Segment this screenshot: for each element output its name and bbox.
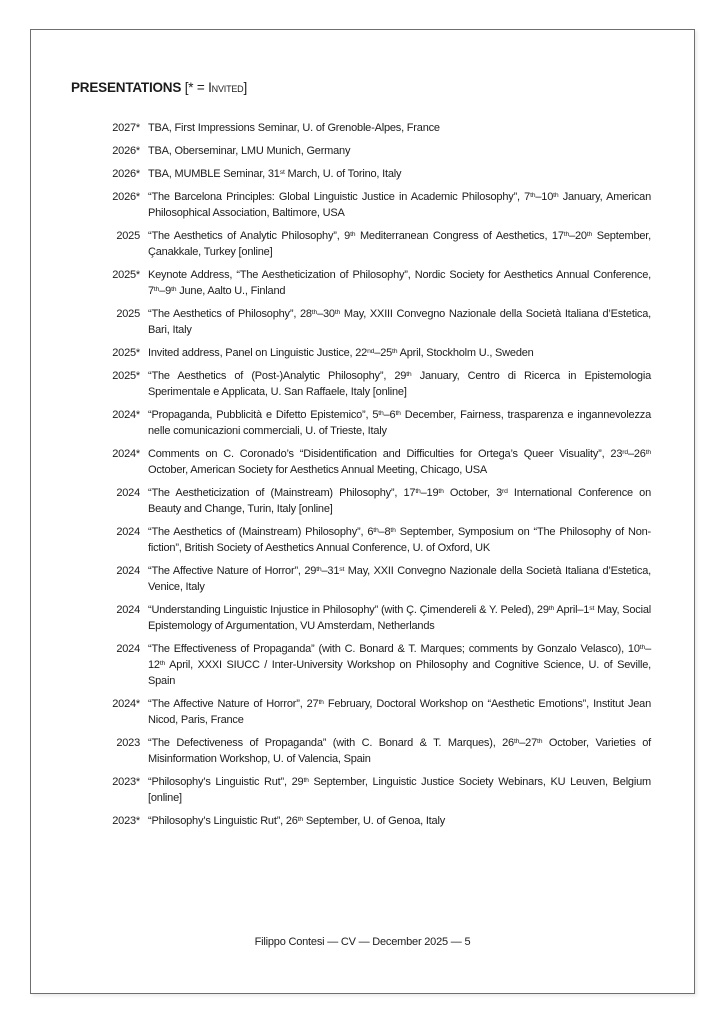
entry-text: “The Aesthetics of Philosophy”, 28th–30th May, XXIII Convegno Nazionale della Società Italiana d’Estetica, Bari, Italy <box>148 308 652 336</box>
entry-year: 2023 <box>116 737 140 749</box>
entry-year: 2026* <box>112 168 140 180</box>
entry-year: 2025* <box>112 370 140 382</box>
entry-year: 2024 <box>116 565 140 577</box>
entry-year: 2024 <box>116 526 140 538</box>
entry-year: 2025 <box>116 308 140 320</box>
invited-key-label: Invited <box>208 80 244 95</box>
entry-year: 2025 <box>116 230 140 242</box>
entry-year: 2023* <box>112 776 140 788</box>
entry-text: “The Affective Nature of Horror”, 29th–31st May, XXII Convegno Nazionale della Società Italiana d’Estetica, Venice, Italy <box>148 565 651 593</box>
entry-text: Comments on C. Coronado’s “Disidentification and Difficulties for Ortega’s Queer Visuality”, 23rd–26th October, American Society for Aesthetics Annual Meeting, Chicago, USA <box>148 448 651 476</box>
presentation-entry <box>71 485 651 517</box>
presentation-entry <box>71 345 651 361</box>
page-footer: Filippo Contesi — CV — December 2025 — 5 <box>254 936 471 948</box>
presentation-entry <box>71 143 651 159</box>
entry-year: 2023* <box>112 815 140 827</box>
entry-text: “Propaganda, Pubblicità e Difetto Epistemico”, 5th–6th December, Fairness, trasparenza e ingannevolezza nelle comunicazioni commerciali, U. of Trieste, Italy <box>148 409 651 437</box>
entry-text: “The Effectiveness of Propaganda” (with C. Bonard & T. Marques; comments by Gonzalo Velasco), 10th–12th April, XXXI SIUCC / Inter-University Workshop on Philosophy and Cognitive Science, U. of Seville, Spain <box>148 643 651 687</box>
entry-year: 2024* <box>112 409 140 421</box>
presentation-entry <box>71 563 651 595</box>
entry-year: 2025* <box>112 347 140 359</box>
presentation-entry <box>71 120 651 136</box>
entry-text: “Understanding Linguistic Injustice in Philosophy” (with Ç. Çimendereli & Y. Peled), 29th April–1st May, Social Epistemology of Argumentation, VU Amsterdam, Netherlands <box>148 604 652 632</box>
entry-year: 2027* <box>112 122 140 134</box>
entry-text: “The Aesthetics of (Post-)Analytic Philosophy”, 29th January, Centro di Ricerca in Epistemologia Sperimentale e Applicata, U. San Raffaele, Italy [online] <box>148 370 651 398</box>
entry-text: “The Affective Nature of Horror”, 27th February, Doctoral Workshop on “Aesthetic Emotions”, Institut Jean Nicod, Paris, France <box>148 698 651 726</box>
entry-year: 2024* <box>112 448 140 460</box>
invited-key-close: ] <box>243 80 248 95</box>
presentation-entry <box>71 407 651 439</box>
presentation-entry <box>71 641 651 689</box>
entry-text: Invited address, Panel on Linguistic Justice, 22nd–25th April, Stockholm U., Sweden <box>148 347 534 359</box>
presentation-entry <box>71 446 651 478</box>
cv-page-sheet <box>30 29 695 994</box>
entry-text: Keynote Address, “The Aestheticization of Philosophy”, Nordic Society for Aesthetics Annual Conference, 7th–9th June, Aalto U., Finland <box>148 269 651 297</box>
presentation-entry <box>71 602 651 634</box>
entry-year: 2024 <box>116 643 140 655</box>
page-content <box>31 30 694 829</box>
entry-text: “Philosophy’s Linguistic Rut”, 29th September, Linguistic Justice Society Webinars, KU Leuven, Belgium [online] <box>148 776 651 804</box>
entry-year: 2026* <box>112 145 140 157</box>
presentation-entry <box>71 774 651 806</box>
invited-key-open: [* = <box>184 80 209 95</box>
entry-text: “The Aesthetics of Analytic Philosophy”, 9th Mediterranean Congress of Aesthetics, 17th–20th September, Çanakkale, Turkey [online] <box>148 230 651 258</box>
entry-year: 2026* <box>112 191 140 203</box>
entry-text: TBA, First Impressions Seminar, U. of Grenoble-Alpes, France <box>148 122 440 134</box>
entry-text: “The Defectiveness of Propaganda” (with C. Bonard & T. Marques), 26th–27th October, Varieties of Misinformation Workshop, U. of Valencia, Spain <box>148 737 651 765</box>
presentation-entry <box>71 228 651 260</box>
presentation-entry <box>71 813 651 829</box>
presentation-entry <box>71 306 651 338</box>
entry-text: “Philosophy’s Linguistic Rut”, 26th September, U. of Genoa, Italy <box>148 815 445 827</box>
entry-text: TBA, MUMBLE Seminar, 31st March, U. of Torino, Italy <box>148 168 402 180</box>
entry-year: 2024 <box>116 487 140 499</box>
entry-text: “The Aestheticization of (Mainstream) Philosophy”, 17th–19th October, 3rd International Conference on Beauty and Change, Turin, Italy [online] <box>148 487 652 515</box>
presentation-entry <box>71 368 651 400</box>
presentation-entry <box>71 189 651 221</box>
presentation-entry <box>71 696 651 728</box>
invited-key-note <box>185 80 247 95</box>
section-title: PRESENTATIONS <box>71 80 182 95</box>
entry-text: TBA, Oberseminar, LMU Munich, Germany <box>148 145 351 157</box>
entry-year: 2024* <box>112 698 140 710</box>
entry-year: 2025* <box>112 269 140 281</box>
entry-text: “The Barcelona Principles: Global Linguistic Justice in Academic Philosophy”, 7th–10th January, American Philosophical Association, Baltimore, USA <box>148 191 651 219</box>
presentations-list <box>71 120 651 829</box>
section-heading <box>71 80 651 95</box>
presentation-entry <box>71 166 651 182</box>
entry-text: “The Aesthetics of (Mainstream) Philosophy”, 6th–8th September, Symposium on “The Philosophy of Non-fiction”, British Society of Aesthetics Annual Conference, U. of Oxford, UK <box>148 526 651 554</box>
presentation-entry <box>71 524 651 556</box>
presentation-entry <box>71 735 651 767</box>
presentation-entry <box>71 267 651 299</box>
entry-year: 2024 <box>116 604 140 616</box>
